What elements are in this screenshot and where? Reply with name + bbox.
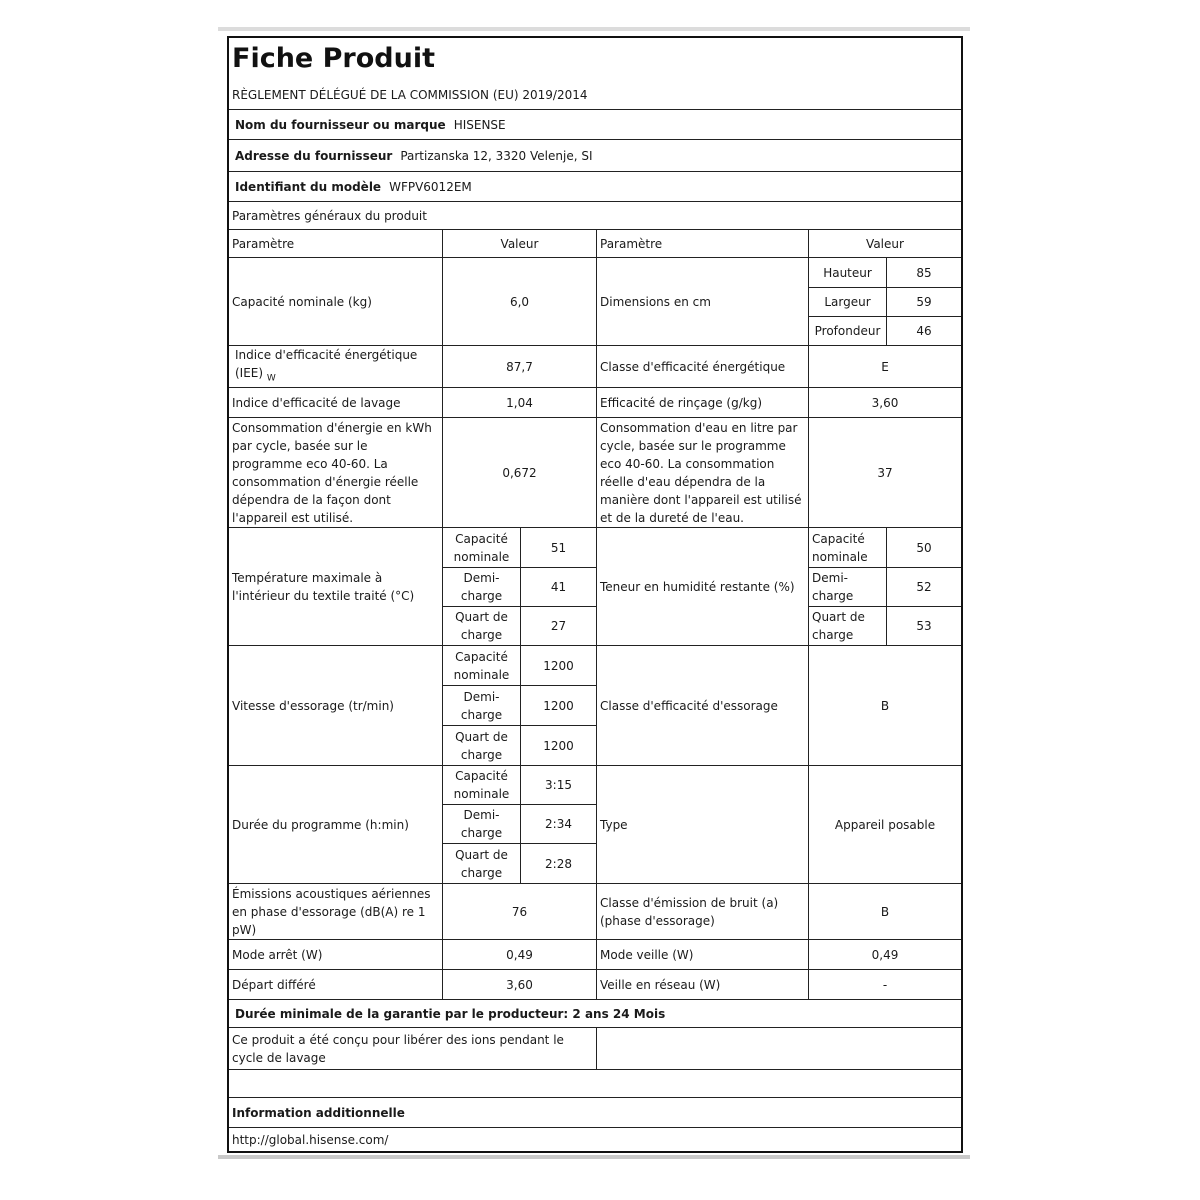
eei-value: 87,7 bbox=[443, 346, 597, 388]
spin-value-1: 1200 bbox=[521, 646, 597, 686]
page-title: Fiche Produit bbox=[232, 43, 436, 74]
energy-consumption-label: Consommation d'énergie en kWh par cycle, basée sur le programme eco 40-60. La consommation d'énergie réelle dépendra de la façon dont l'appareil est utilisé. bbox=[229, 418, 443, 528]
eei-subscript: W bbox=[266, 373, 276, 384]
model-row bbox=[229, 172, 961, 202]
model-value: WFPV6012EM bbox=[389, 179, 472, 194]
spin-class-label: Classe d'efficacité d'essorage bbox=[597, 646, 809, 766]
regulation-text: RÈGLEMENT DÉLÉGUÉ DE LA COMMISSION (EU) 2019/2014 bbox=[232, 87, 588, 102]
rinsing-value: 3,60 bbox=[809, 388, 961, 418]
spin-class-value: B bbox=[809, 646, 961, 766]
top-rule bbox=[218, 27, 970, 31]
dimensions-label: Dimensions en cm bbox=[597, 258, 809, 346]
temp-sub-label-3: Quart de charge bbox=[443, 607, 521, 646]
product-fiche bbox=[227, 36, 963, 1153]
noise-class-label: Classe d'émission de bruit (a) (phase d'essorage) bbox=[597, 884, 809, 940]
off-mode-value: 0,49 bbox=[443, 940, 597, 970]
address-value: Partizanska 12, 3320 Velenje, SI bbox=[400, 148, 593, 163]
website-link[interactable]: http://global.hisense.com/ bbox=[232, 1132, 389, 1147]
water-consumption-label: Consommation d'eau en litre par cycle, basée sur le programme eco 40-60. La consommation réelle d'eau dépendra de la manière dont l'appareil est utilisé et de la dureté de l'eau. bbox=[597, 418, 809, 528]
moisture-value-1: 50 bbox=[887, 528, 961, 568]
supplier-value: HISENSE bbox=[453, 117, 506, 132]
title-cell bbox=[229, 38, 961, 80]
ions-text: Ce produit a été conçu pour libérer des ions pendant le cycle de lavage bbox=[232, 1032, 564, 1065]
ions-value-cell bbox=[597, 1028, 961, 1070]
bottom-rule bbox=[218, 1155, 970, 1159]
duration-label: Durée du programme (h:min) bbox=[229, 766, 443, 884]
address-label: Adresse du fournisseur bbox=[235, 148, 393, 163]
spin-value-2: 1200 bbox=[521, 686, 597, 726]
temp-value-1: 51 bbox=[521, 528, 597, 568]
ions-label bbox=[229, 1028, 597, 1070]
header-value-left: Valeur bbox=[443, 230, 597, 258]
moisture-sub-label-3: Quart de charge bbox=[809, 607, 887, 646]
washing-index-label: Indice d'efficacité de lavage bbox=[229, 388, 443, 418]
width-value: 59 bbox=[887, 288, 961, 317]
standby-label: Mode veille (W) bbox=[597, 940, 809, 970]
spin-sub-label-2: Demi-charge bbox=[443, 686, 521, 726]
moisture-sub-label-1: Capacité nominale bbox=[809, 528, 887, 568]
rinsing-label: Efficacité de rinçage (g/kg) bbox=[597, 388, 809, 418]
energy-consumption-value: 0,672 bbox=[443, 418, 597, 528]
duration-sub-label-2: Demi-charge bbox=[443, 805, 521, 844]
height-label: Hauteur bbox=[809, 258, 887, 288]
noise-value: 76 bbox=[443, 884, 597, 940]
energy-class-label: Classe d'efficacité énergétique bbox=[597, 346, 809, 388]
warranty-row bbox=[229, 1000, 961, 1028]
spin-sub-label-3: Quart de charge bbox=[443, 726, 521, 766]
temp-sub-label-2: Demi-charge bbox=[443, 568, 521, 607]
duration-value-2: 2:34 bbox=[521, 805, 597, 844]
depth-value: 46 bbox=[887, 317, 961, 346]
moisture-label: Teneur en humidité restante (%) bbox=[597, 528, 809, 646]
capacity-value: 6,0 bbox=[443, 258, 597, 346]
washing-index-value: 1,04 bbox=[443, 388, 597, 418]
additional-info-row bbox=[229, 1098, 961, 1128]
type-value: Appareil posable bbox=[809, 766, 961, 884]
noise-class-value: B bbox=[809, 884, 961, 940]
water-consumption-value: 37 bbox=[809, 418, 961, 528]
delay-start-value: 3,60 bbox=[443, 970, 597, 1000]
delay-start-label: Départ différé bbox=[229, 970, 443, 1000]
type-label: Type bbox=[597, 766, 809, 884]
off-mode-label: Mode arrêt (W) bbox=[229, 940, 443, 970]
temp-value-3: 27 bbox=[521, 607, 597, 646]
additional-info-label: Information additionnelle bbox=[232, 1105, 405, 1120]
eei-cell bbox=[229, 346, 443, 388]
duration-value-3: 2:28 bbox=[521, 844, 597, 884]
general-params-label: Paramètres généraux du produit bbox=[232, 208, 427, 223]
model-label: Identifiant du modèle bbox=[235, 179, 382, 194]
standby-value: 0,49 bbox=[809, 940, 961, 970]
empty-row bbox=[229, 1070, 961, 1098]
width-label: Largeur bbox=[809, 288, 887, 317]
depth-label: Profondeur bbox=[809, 317, 887, 346]
spin-sub-label-1: Capacité nominale bbox=[443, 646, 521, 686]
duration-sub-label-3: Quart de charge bbox=[443, 844, 521, 884]
spin-value-3: 1200 bbox=[521, 726, 597, 766]
moisture-value-3: 53 bbox=[887, 607, 961, 646]
duration-value-1: 3:15 bbox=[521, 766, 597, 805]
url-row bbox=[229, 1128, 961, 1151]
network-standby-value: - bbox=[809, 970, 961, 1000]
general-params-row bbox=[229, 202, 961, 230]
warranty-text: Durée minimale de la garantie par le producteur: 2 ans 24 Mois bbox=[235, 1006, 666, 1021]
duration-sub-label-1: Capacité nominale bbox=[443, 766, 521, 805]
height-value: 85 bbox=[887, 258, 961, 288]
header-param-right: Paramètre bbox=[597, 230, 809, 258]
supplier-row bbox=[229, 110, 961, 140]
network-standby-label: Veille en réseau (W) bbox=[597, 970, 809, 1000]
moisture-sub-label-2: Demi-charge bbox=[809, 568, 887, 607]
regulation-cell bbox=[229, 80, 961, 110]
supplier-label: Nom du fournisseur ou marque bbox=[235, 117, 446, 132]
temp-value-2: 41 bbox=[521, 568, 597, 607]
spin-speed-label: Vitesse d'essorage (tr/min) bbox=[229, 646, 443, 766]
header-value-right: Valeur bbox=[809, 230, 961, 258]
temp-sub-label-1: Capacité nominale bbox=[443, 528, 521, 568]
temperature-label: Température maximale à l'intérieur du textile traité (°C) bbox=[229, 528, 443, 646]
moisture-value-2: 52 bbox=[887, 568, 961, 607]
energy-class-value: E bbox=[809, 346, 961, 388]
capacity-label: Capacité nominale (kg) bbox=[229, 258, 443, 346]
noise-label: Émissions acoustiques aériennes en phase d'essorage (dB(A) re 1 pW) bbox=[229, 884, 443, 940]
eei-label: Indice d'efficacité énergétique (IEE) bbox=[235, 347, 418, 380]
header-param-left: Paramètre bbox=[229, 230, 443, 258]
address-row bbox=[229, 140, 961, 172]
